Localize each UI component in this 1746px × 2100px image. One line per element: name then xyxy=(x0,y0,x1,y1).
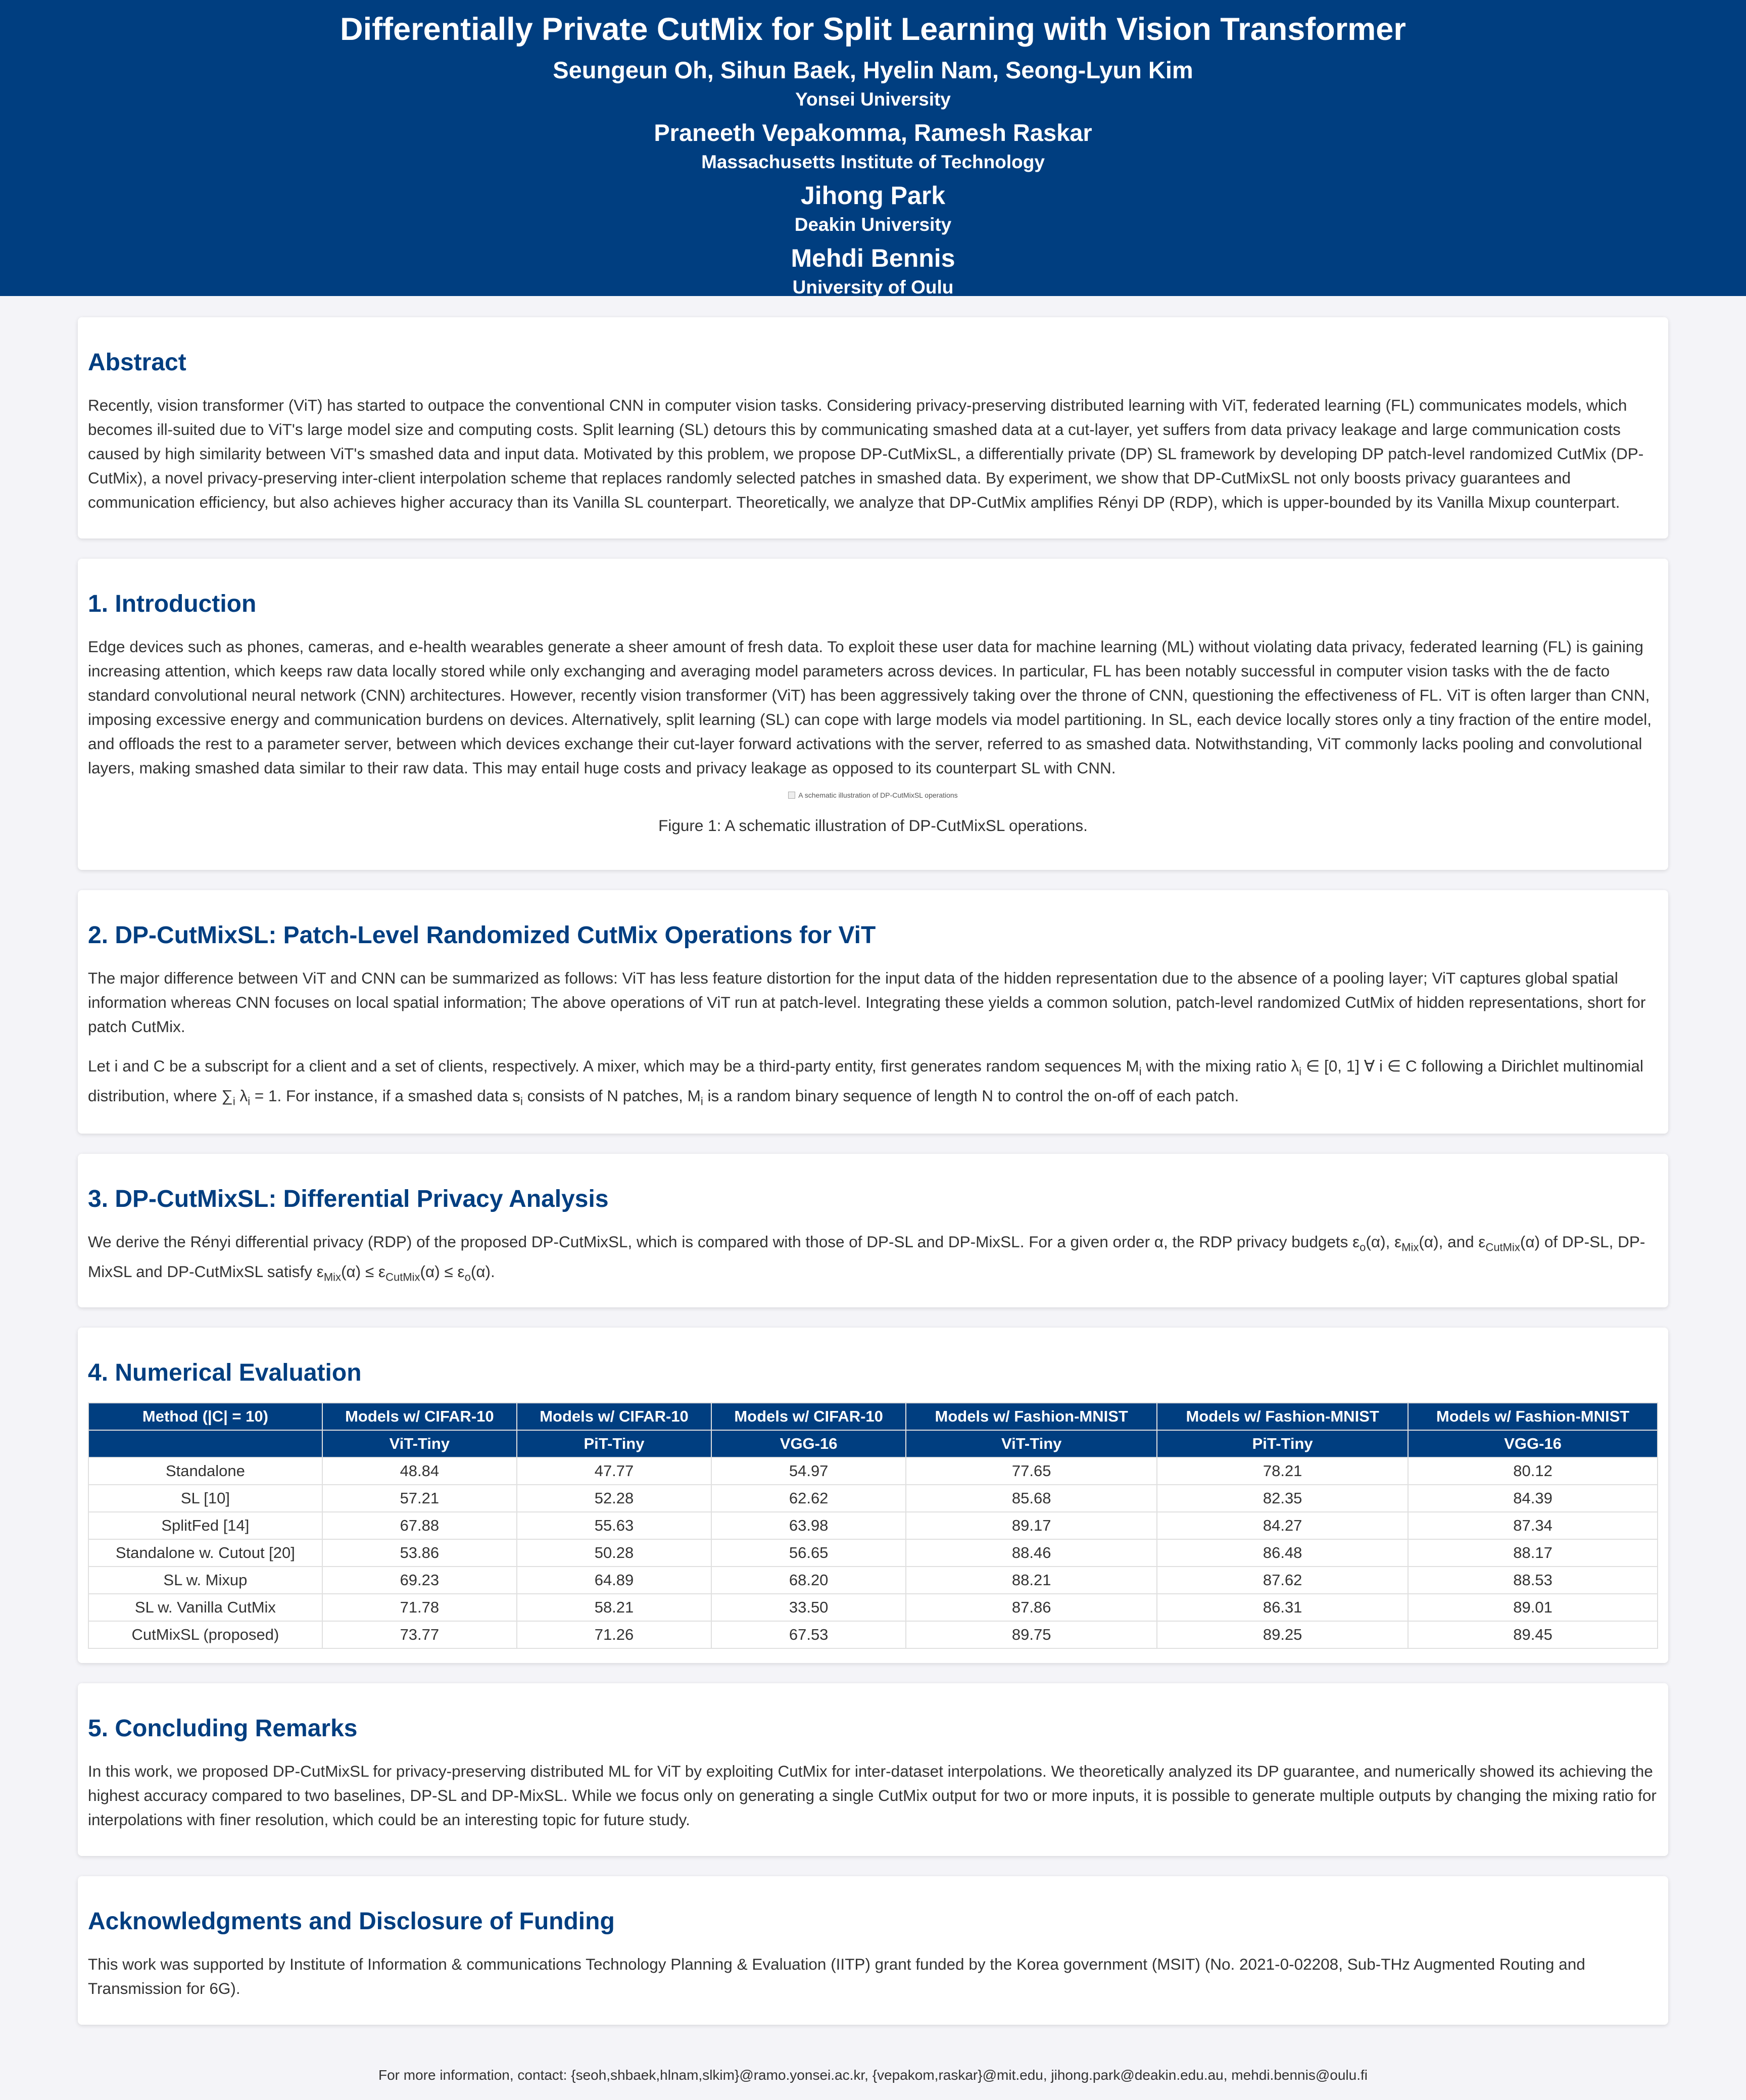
introduction-text: Edge devices such as phones, cameras, and e-health wearables generate a sheer amount of fresh data. To exploit these user data for machine learning (ML) without violating data privacy, federated learning (FL) is gaining increasing attention, which keeps raw data locally stored while only exchanging and averaging model parameters across devices. In particular, FL has been notably successful in computer vision tasks with the de facto standard convolutional neural network (CNN) architectures. However, recently vision transformer (ViT) has been aggressively taking over the throne of CNN, questioning the effectiveness of FL. ViT is often larger than CNN, imposing excessive energy and communication burdens on devices. Alternatively, split learning (SL) can cope with large models via model partitioning. In SL, each device locally stores only a tiny fraction of the entire model, and offloads the rest to a parameter server, between which devices exchange their cut-layer forward activations with the server, referred to as smashed data. Notwithstanding, ViT commonly lacks pooling and convolutional layers, making smashed data similar to their raw data. This may entail huge costs and privacy leakage as opposed to its counterpart SL with CNN. xyxy=(88,638,1652,777)
results-table xyxy=(88,1402,1658,1649)
accuracy-cell: 87.86 xyxy=(906,1594,1157,1621)
method-cell: CutMixSL (proposed) xyxy=(88,1621,322,1648)
accuracy-cell: 64.89 xyxy=(517,1567,711,1594)
method-cell: SL [10] xyxy=(88,1485,322,1512)
section-5-text: In this work, we proposed DP-CutMixSL for privacy-preserving distributed ML for ViT by exploiting CutMix for inter-dataset interpolations. We theoretically analyzed its DP guarantee, and numerically showed its achieving the highest accuracy compared to two baselines, DP-SL and DP-MixSL. While we focus only on generating a single CutMix output for two or more inputs, it is possible to generate multiple outputs by changing the mixing ratio for interpolations with finer resolution, which could be an interesting topic for future study. xyxy=(88,1762,1657,1829)
accuracy-cell: 89.01 xyxy=(1408,1594,1658,1621)
author-group-2: Praneeth Vepakomma, Ramesh Raskar xyxy=(654,119,1092,146)
table-header-cell xyxy=(88,1430,322,1457)
accuracy-cell: 63.98 xyxy=(711,1512,906,1539)
accuracy-cell: 82.35 xyxy=(1157,1485,1408,1512)
accuracy-cell: 52.28 xyxy=(517,1485,711,1512)
section-3-card xyxy=(78,1154,1668,1307)
accuracy-cell: 62.62 xyxy=(711,1485,906,1512)
accuracy-cell: 67.53 xyxy=(711,1621,906,1648)
accuracy-cell: 56.65 xyxy=(711,1539,906,1567)
table-header-row-1 xyxy=(88,1403,1658,1430)
figure-1-caption: Figure 1: A schematic illustration of DP-CutMixSL operations. xyxy=(658,816,1088,835)
table-row xyxy=(88,1621,1658,1648)
table-header-cell: PiT-Tiny xyxy=(517,1430,711,1457)
accuracy-cell: 71.26 xyxy=(517,1621,711,1648)
affiliation-4: University of Oulu xyxy=(792,277,954,298)
author-group-3: Jihong Park xyxy=(800,181,946,210)
accuracy-cell: 53.86 xyxy=(322,1539,517,1567)
author-group-4: Mehdi Bennis xyxy=(791,244,955,272)
table-header-cell: Models w/ CIFAR-10 xyxy=(517,1403,711,1430)
poster-header xyxy=(0,0,1746,296)
method-cell: Standalone w. Cutout [20] xyxy=(88,1539,322,1567)
table-header-cell: VGG-16 xyxy=(711,1430,906,1457)
accuracy-cell: 80.12 xyxy=(1408,1457,1658,1485)
section-2-heading: 2. DP-CutMixSL: Patch-Level Randomized CutMix Operations for ViT xyxy=(88,922,876,949)
section-5-heading: 5. Concluding Remarks xyxy=(88,1715,358,1742)
table-header-cell: ViT-Tiny xyxy=(322,1430,517,1457)
table-row xyxy=(88,1567,1658,1594)
acknowledgments-text: This work was supported by Institute of Information & communications Technology Planning & Evaluation (IITP) grant funded by the Korea government (MSIT) (No. 2021-0-02208, Sub-THz Augmented Routing and Transmission for 6G). xyxy=(88,1955,1585,1997)
table-header-cell: ViT-Tiny xyxy=(906,1430,1157,1457)
accuracy-cell: 54.97 xyxy=(711,1457,906,1485)
section-4-card xyxy=(78,1328,1668,1663)
section-4-heading: 4. Numerical Evaluation xyxy=(88,1359,362,1386)
footer-contact: For more information, contact: {seoh,shbaek,hlnam,slkim}@ramo.yonsei.ac.kr, {vepakom,raskar}@mit.edu, jihong.park@deakin.edu.au, mehdi.bennis@oulu.fi xyxy=(378,2067,1368,2083)
accuracy-cell: 89.17 xyxy=(906,1512,1157,1539)
accuracy-cell: 68.20 xyxy=(711,1567,906,1594)
author-group-1: Seungeun Oh, Sihun Baek, Hyelin Nam, Seong-Lyun Kim xyxy=(553,57,1193,83)
section-2-para-2: Let i and C be a subscript for a client and a set of clients, respectively. A mixer, which may be a third-party entity, first generates random sequences $M_i$ with the mixing ratio $\lambda_i$ ∈ [0, 1] ∀ i ∈ C following a Dirichlet multinomial distribution, where $\sum_i$ $\lambda_i = 1$. For instance, if a smashed data $s_i$ consists of N patches, $M_i$ is a random binary sequence of length N to control the on-off of each patch. xyxy=(88,1057,1643,1108)
accuracy-cell: 86.31 xyxy=(1157,1594,1408,1621)
abstract-card xyxy=(78,317,1668,539)
table-row xyxy=(88,1512,1658,1539)
section-2-card xyxy=(78,890,1668,1134)
section-3-heading: 3. DP-CutMixSL: Differential Privacy Analysis xyxy=(88,1186,609,1212)
introduction-heading: 1. Introduction xyxy=(88,591,257,617)
paper-title: Differentially Private CutMix for Split Learning with Vision Transformer xyxy=(340,12,1406,47)
section-5-card xyxy=(78,1683,1668,1856)
affiliation-2: Massachusetts Institute of Technology xyxy=(701,152,1045,172)
table-row xyxy=(88,1457,1658,1485)
table-row xyxy=(88,1594,1658,1621)
accuracy-cell: 50.28 xyxy=(517,1539,711,1567)
accuracy-cell: 67.88 xyxy=(322,1512,517,1539)
table-header-cell: VGG-16 xyxy=(1408,1430,1658,1457)
table-header-cell: Models w/ Fashion-MNIST xyxy=(906,1403,1157,1430)
accuracy-cell: 47.77 xyxy=(517,1457,711,1485)
table-header-cell: Models w/ CIFAR-10 xyxy=(711,1403,906,1430)
accuracy-cell: 89.75 xyxy=(906,1621,1157,1648)
accuracy-cell: 88.21 xyxy=(906,1567,1157,1594)
table-row xyxy=(88,1539,1658,1567)
accuracy-cell: 73.77 xyxy=(322,1621,517,1648)
figure-1-image xyxy=(788,791,957,799)
accuracy-cell: 87.34 xyxy=(1408,1512,1658,1539)
accuracy-cell: 71.78 xyxy=(322,1594,517,1621)
accuracy-cell: 69.23 xyxy=(322,1567,517,1594)
method-cell: SplitFed [14] xyxy=(88,1512,322,1539)
method-cell: Standalone xyxy=(88,1457,322,1485)
acknowledgments-heading: Acknowledgments and Disclosure of Funding xyxy=(88,1908,615,1935)
figure-1 xyxy=(88,791,1658,835)
accuracy-cell: 88.46 xyxy=(906,1539,1157,1567)
table-header-cell: Models w/ Fashion-MNIST xyxy=(1408,1403,1658,1430)
section-3-text: We derive the Rényi differential privacy (RDP) of the proposed DP-CutMixSL, which is compared with those of DP-SL and DP-MixSL. For a given order α, the RDP privacy budgets $\varepsilon_o(\alpha)$, $\varepsilon_{Mix}(\alpha)$, and $\varepsilon_{CutMix}(\alpha)$ of DP-SL, DP-MixSL and DP-CutMixSL satisfy $\varepsilon_{Mix}(\alpha) \le \varepsilon_{CutMix}(\alpha) \le \varepsilon_o(\alpha)$. xyxy=(88,1233,1645,1284)
accuracy-cell: 84.27 xyxy=(1157,1512,1408,1539)
broken-image-icon xyxy=(788,792,795,799)
affiliation-1: Yonsei University xyxy=(795,89,951,110)
accuracy-cell: 58.21 xyxy=(517,1594,711,1621)
accuracy-cell: 89.45 xyxy=(1408,1621,1658,1648)
accuracy-cell: 77.65 xyxy=(906,1457,1157,1485)
section-2-para-1: The major difference between ViT and CNN can be summarized as follows: ViT has less feature distortion for the input data of the hidden representation due to the absence of a pooling layer; ViT captures global spatial information whereas CNN focuses on local spatial information; The above operations of ViT run at patch-level. Integrating these yields a common solution, patch-level randomized CutMix of hidden representations, short for patch CutMix. xyxy=(88,969,1646,1036)
accuracy-cell: 33.50 xyxy=(711,1594,906,1621)
accuracy-cell: 89.25 xyxy=(1157,1621,1408,1648)
accuracy-cell: 86.48 xyxy=(1157,1539,1408,1567)
method-cell: SL w. Mixup xyxy=(88,1567,322,1594)
table-header-cell: PiT-Tiny xyxy=(1157,1430,1408,1457)
accuracy-cell: 88.53 xyxy=(1408,1567,1658,1594)
accuracy-cell: 87.62 xyxy=(1157,1567,1408,1594)
affiliation-3: Deakin University xyxy=(794,214,952,235)
table-header-cell: Models w/ Fashion-MNIST xyxy=(1157,1403,1408,1430)
accuracy-cell: 48.84 xyxy=(322,1457,517,1485)
acknowledgments-card xyxy=(78,1876,1668,2025)
accuracy-cell: 78.21 xyxy=(1157,1457,1408,1485)
accuracy-cell: 84.39 xyxy=(1408,1485,1658,1512)
accuracy-cell: 88.17 xyxy=(1408,1539,1658,1567)
introduction-card xyxy=(78,559,1668,870)
abstract-text: Recently, vision transformer (ViT) has started to outpace the conventional CNN in computer vision tasks. Considering privacy-preserving distributed learning with ViT, federated learning (FL) communicates models, which becomes ill-suited due to ViT's large model size and computing costs. Split learning (SL) detours this by communicating smashed data at a cut-layer, yet suffers from data privacy leakage and large communication costs caused by high similarity between ViT's smashed data and input data. Motivated by this problem, we propose DP-CutMixSL, a differentially private (DP) SL framework by developing DP patch-level randomized CutMix (DP-CutMix), a novel privacy-preserving inter-client interpolation scheme that replaces randomly selected patches in smashed data. By experiment, we show that DP-CutMixSL not only boosts privacy guarantees and communication efficiency, but also achieves higher accuracy than its Vanilla SL counterpart. Theoretically, we analyze that DP-CutMix amplifies Rényi DP (RDP), which is upper-bounded by its Vanilla Mixup counterpart. xyxy=(88,396,1644,511)
table-header-cell: Models w/ CIFAR-10 xyxy=(322,1403,517,1430)
figure-1-alt-text: A schematic illustration of DP-CutMixSL operations xyxy=(798,791,958,799)
table-row xyxy=(88,1485,1658,1512)
abstract-heading: Abstract xyxy=(88,349,186,376)
table-header-row-2 xyxy=(88,1430,1658,1457)
accuracy-cell: 57.21 xyxy=(322,1485,517,1512)
table-header-cell: Method (|C| = 10) xyxy=(88,1403,322,1430)
method-cell: SL w. Vanilla CutMix xyxy=(88,1594,322,1621)
accuracy-cell: 85.68 xyxy=(906,1485,1157,1512)
table-body xyxy=(88,1457,1658,1648)
accuracy-cell: 55.63 xyxy=(517,1512,711,1539)
